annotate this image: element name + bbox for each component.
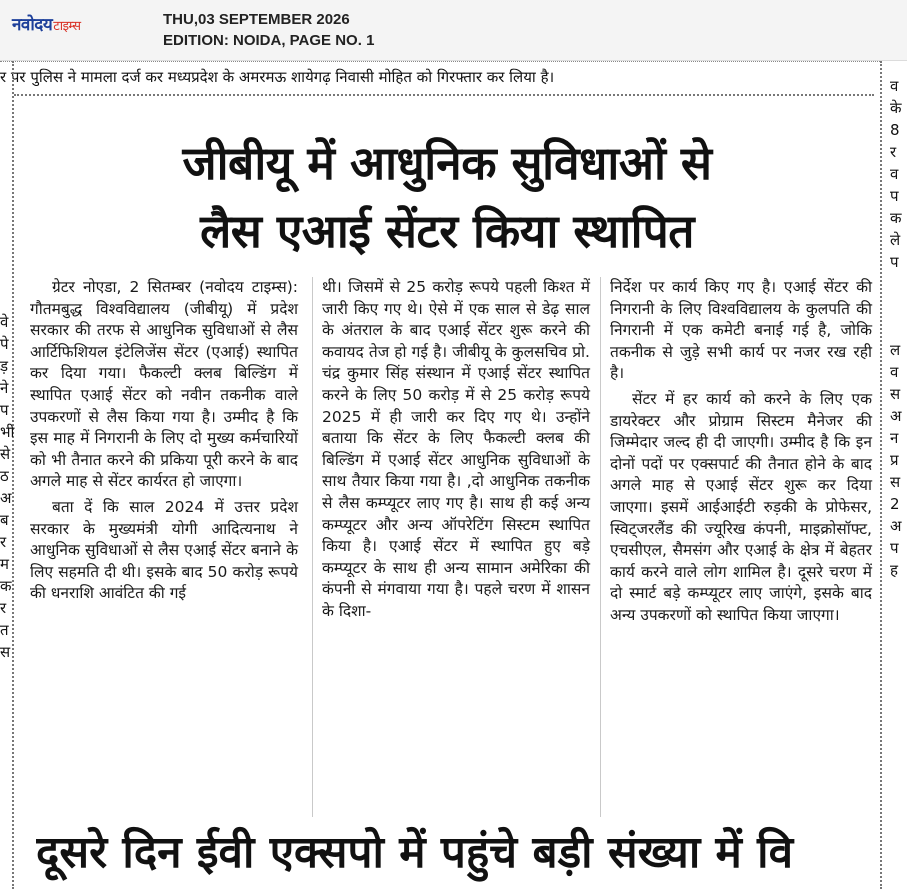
article-paragraph: बता दें कि साल 2024 में उत्तर प्रदेश सरकार के मुख्यमंत्री योगी आदित्यनाथ ने आधुनिक सुविधाओं से लैस एआई सेंटर बनाने के लिए सहमति दी थी। इसके बाद 50 करोड़ रूपये की धनराशि आवंटित की गई [30,497,298,603]
edge-text-fragment: म [0,555,9,573]
edge-text-fragment: अ [0,489,12,507]
previous-article-last-line: र पर पुलिस ने मामला दर्ज कर मध्यप्रदेश के अमरमऊ शायेगढ़ निवासी मोहित को गिरफ्तार कर लिया है। [0,68,555,86]
edge-text-fragment: 8 [890,121,900,139]
edge-text-fragment: प [890,539,899,557]
logo-sub-text: टाइम्स [53,19,81,34]
headline-line-1: जीबीयू में आधुनिक सुविधाओं से [182,136,712,190]
edge-text-fragment: व [890,165,899,183]
article-paragraph: थी। जिसमें से 25 करोड़ रूपये पहली किश्त में जारी किए गए थे। ऐसे में एक साल से डेढ़ साल के अंतराल के बाद एआई सेंटर शुरू करने की कवायद तेज हो गई है। जीबीयू के कुलसचिव प्रो. चंद्र कुमार सिंह संस्थान में एआई सेंटर स्थापित करने के लिए 50 करोड़ में से 25 करोड़ रूपये 2025 में ही जारी कर दिए गए थे। उन्होंने बताया कि सेंटर के लिए फैकल्टी क्लब की बिल्डिंग में एआई सेंटर आधुनिक सुविधाओं के साथ तैयार किया गया है। ,दो आधुनिक तकनीक से लैस कम्प्यूटर लाए गए है। साथ ही कई अन्य कम्प्यूटर और अन्य ऑपरेटिंग सिस्टम स्थापित किया है। एआई सेंटर में स्थापित हुए बड़े कम्प्यूटर के साथ ही अन्य सामान अमेरिका की कंपनी से मंगवाया गया है। पहले चरण में शासन के दिशा- [322,278,590,620]
article-column-3 [610,277,872,627]
edge-text-fragment: प [890,187,899,205]
article-column-2 [322,277,590,623]
article-paragraph: सेंटर में हर कार्य को करने के लिए एक डायरेक्टर और प्रोग्राम सिस्टम मैनेजर की जिम्मेदार जल्द ही दी जाएगी। उम्मीद है कि इन दोनों पदों पर एक्सपार्ट की तैनात होने के बाद अगले माह से एआई सेंटर शुरू कर दिया जाएगा। इसमें आईआईटी रुड़की के प्रोफेसर, स्विट्जरलैंड की ज्यूरिख कंपनी, माइक्रोसॉफ्ट, एचसीएल, सैमसंग और एआई के क्षेत्र में बेहतर कार्य करने वाले लोग शामिल है। दूसरे चरण में दो स्मार्ट बड़े कम्प्यूटर लाए जाएंगे, इसके बाद अन्य उपकरणों को स्थापित किया जाएगा। [610,389,872,624]
edge-text-fragment: 2 [890,495,900,513]
edge-text-fragment: र [0,533,7,551]
edge-text-fragment: प [890,253,899,271]
logo-main-text: नवोदय [12,15,53,35]
edge-text-fragment: ह [890,561,898,579]
edge-text-fragment: वे [0,313,9,331]
next-article-headline: दूसरे दिन ईवी एक्सपो में पहुंचे बड़ी संख्या में वि [36,827,794,878]
newspaper-logo[interactable] [12,12,81,35]
previous-article-divider [0,61,880,66]
edge-text-fragment: ठ [0,467,9,485]
edge-text-fragment: व [890,77,899,95]
edge-text-fragment: व [890,363,899,381]
headline-line-2: लैस एआई सेंटर किया स्थापित [200,204,694,258]
edge-text-fragment: के [890,99,902,117]
section-divider [14,94,874,96]
right-column-divider [880,61,882,889]
column-divider [312,277,313,817]
edge-text-fragment: स [890,473,901,491]
article-headline [22,129,872,265]
edge-text-fragment: र [0,599,7,617]
edition-info: EDITION: NOIDA, PAGE NO. 1 [163,32,375,49]
right-edge-fragments [890,75,907,581]
edge-text-fragment: र [890,143,897,161]
edition-meta [163,9,374,51]
article-column-1 [30,277,298,605]
edition-date: THU,03 SEPTEMBER 2026 [163,11,350,28]
edge-text-fragment: स [890,385,901,403]
edge-text-fragment: ब [0,511,9,529]
edge-text-fragment: भी [0,423,15,441]
edge-text-fragment: अ [890,517,902,535]
edge-text-fragment: प्र [890,451,899,469]
edge-text-fragment: पे [0,335,9,353]
edge-text-fragment: ड़ [0,357,9,375]
column-divider [600,277,601,817]
newspaper-clipping [0,61,907,889]
edge-text-fragment: त [0,621,9,639]
edge-text-fragment: से [0,445,11,463]
edge-text-fragment: अ [890,407,902,425]
edge-text-fragment: स [0,643,11,661]
edge-text-fragment [890,295,907,317]
edge-text-fragment: न [890,429,899,447]
edge-text-fragment: ल [890,341,901,359]
page-header [0,0,907,61]
article-paragraph: निर्देश पर कार्य किए गए है। एआई सेंटर की निगरानी के लिए विश्वविद्यालय के कुलपति की निगरानी में एक कमेटी बनाई गई है, जोकि तकनीक से जुड़े सभी कार्य पर नजर रख रही है। [610,278,872,383]
article-paragraph: ग्रेटर नोएडा, 2 सितम्बर (नवोदय टाइम्स): गौतमबुद्ध विश्वविद्यालय (जीबीयू) में प्रदेश सरकार की तरफ से आधुनिक सुविधाओं से लैस आर्टिफिशियल इंटेलिजेंस सेंटर (एआई) स्थापित कर दिया गया। फैकल्टी क्लब बिल्डिंग में स्थापित एआई सेंटर को नवीन तकनीक वाले उपकरणों से लैस किया गया है। उम्मीद है कि इस माह में निगरानी के लिए दो मुख्य कर्मचारियों को भी तैनात करने की प्रकिया पूरी करने के बाद अगले माह से सेंटर कार्यरत हो जाएगा। [30,278,298,491]
edge-text-fragment: ने [0,379,9,397]
edge-text-fragment: क [0,577,12,595]
edge-text-fragment: क [890,209,902,227]
edge-text-fragment [890,317,907,339]
left-edge-fragments [0,311,20,663]
edge-text-fragment: प [0,401,9,419]
edge-text-fragment: ले [890,231,901,249]
edge-text-fragment [890,273,907,295]
